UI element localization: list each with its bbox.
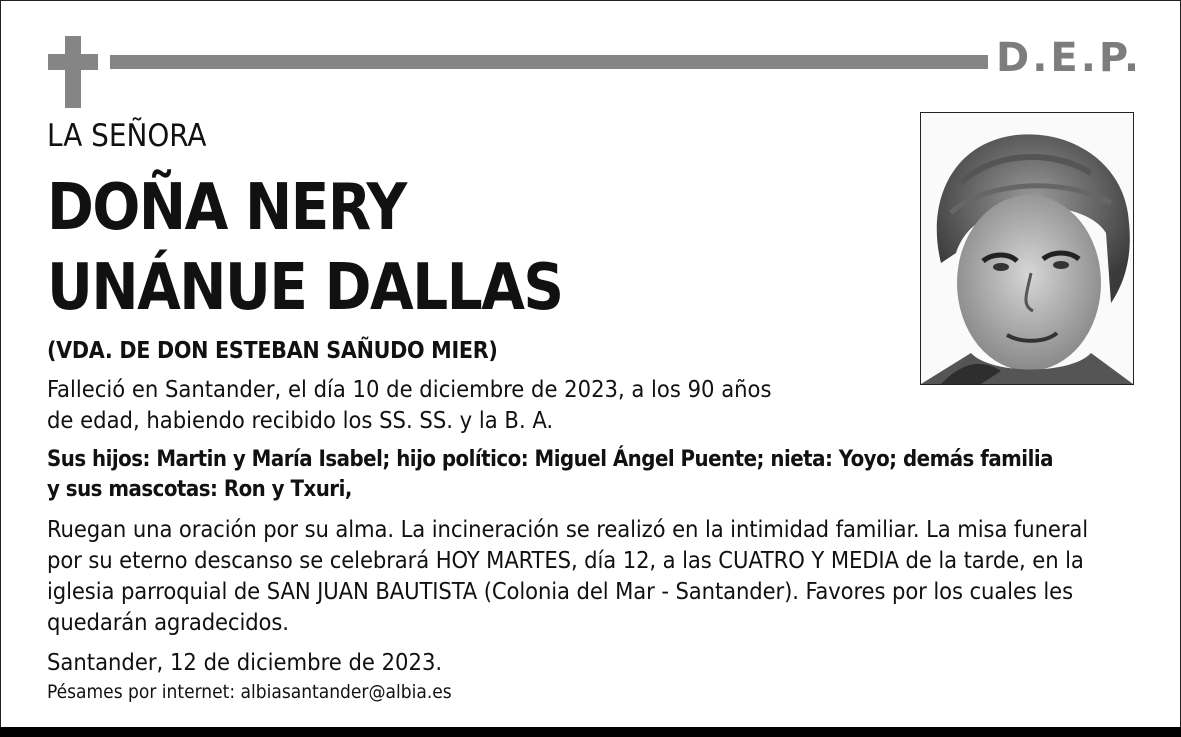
- cross-icon: [48, 36, 98, 108]
- service-paragraph: [47, 514, 1088, 638]
- text-line: por su eterno descanso se celebrará HOY MARTES, día 12, a las CUATRO Y MEDIA de la tarde, en la: [47, 546, 1084, 574]
- text-line: y sus mascotas: Ron y Txuri,: [47, 477, 352, 502]
- text-line: quedarán agradecidos.: [47, 608, 289, 636]
- portrait-photo: [920, 112, 1134, 385]
- deceased-name: [47, 168, 563, 328]
- text-line: Falleció en Santander, el día 10 de diciembre de 2023, a los 90 años: [47, 375, 772, 403]
- name-line: DOÑA NERY: [47, 171, 406, 245]
- dateline: Santander, 12 de diciembre de 2023.: [47, 648, 443, 676]
- text-line: Sus hijos: Martin y María Isabel; hijo político: Miguel Ángel Puente; nieta: Yoyo; demás familia: [47, 447, 1053, 472]
- text-line: de edad, habiendo recibido los SS. SS. y la B. A.: [47, 406, 554, 434]
- bottom-rule: [0, 727, 1181, 737]
- widow-note: (VDA. DE DON ESTEBAN SAÑUDO MIER): [47, 338, 498, 364]
- name-line: UNÁNUE DALLAS: [47, 251, 563, 325]
- salutation: LA SEÑORA: [47, 118, 207, 154]
- text-line: Ruegan una oración por su alma. La incineración se realizó en la intimidad familiar. La misa funeral: [47, 515, 1088, 543]
- condolences-contact: Pésames por internet: albiasantander@albia.es: [47, 681, 452, 703]
- dep-heading: D.E.P.: [996, 35, 1143, 81]
- family-paragraph: [47, 445, 1053, 505]
- text-line: iglesia parroquial de SAN JUAN BAUTISTA (Colonia del Mar - Santander). Favores por los cuales les: [47, 577, 1073, 605]
- death-paragraph: [47, 374, 772, 436]
- header-rule: [110, 55, 988, 69]
